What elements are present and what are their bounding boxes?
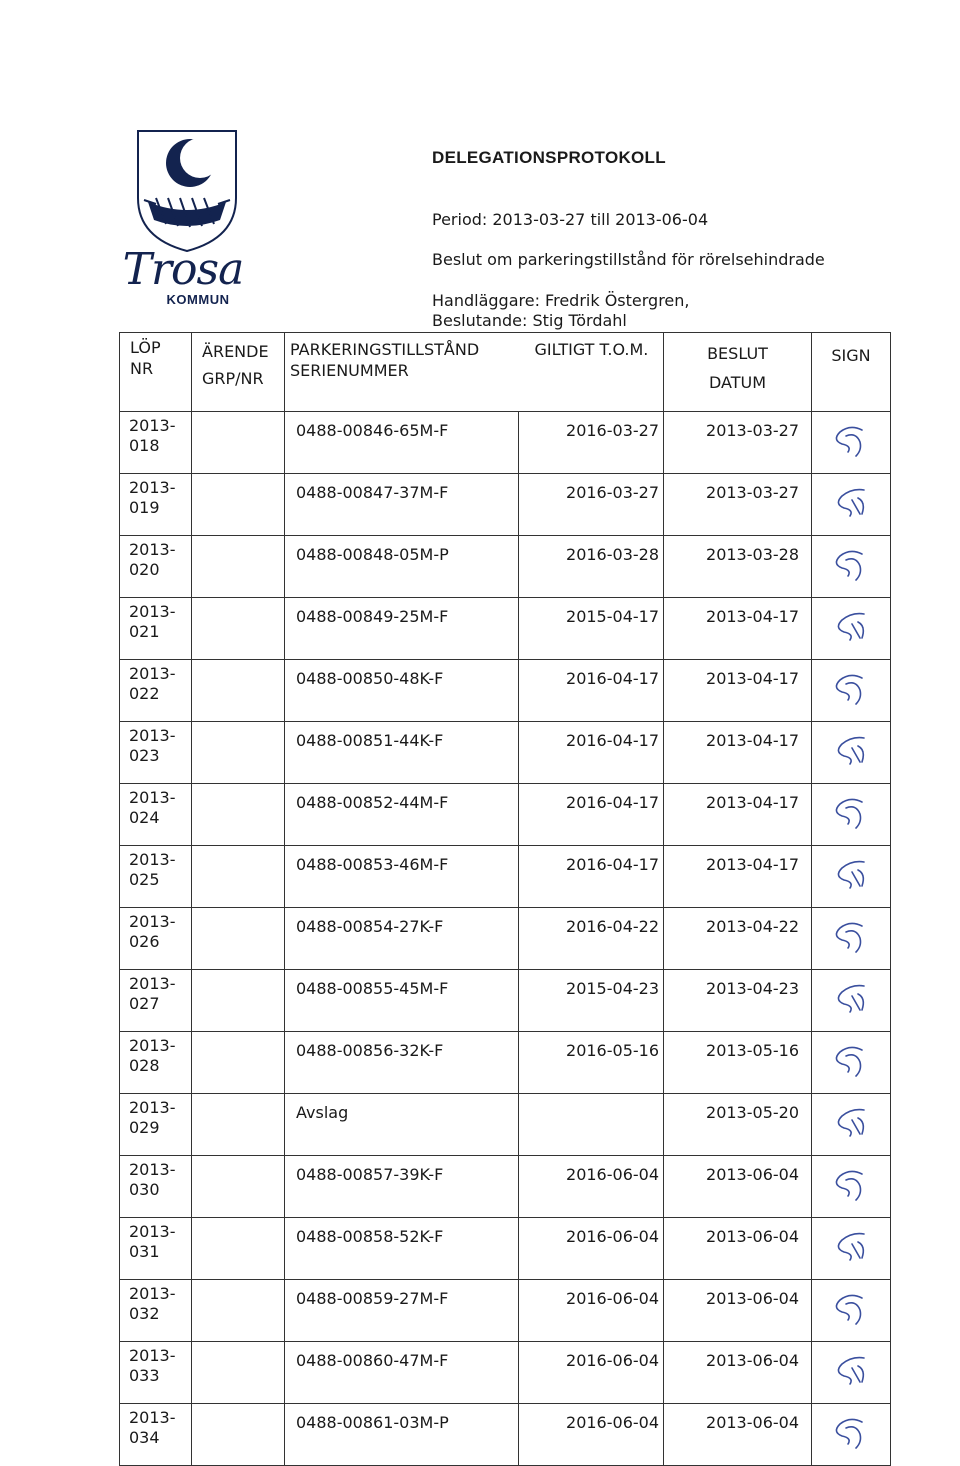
cell-sign <box>812 722 891 784</box>
signature-icon <box>822 608 874 644</box>
cell-sign <box>812 1032 891 1094</box>
decision-text: Beslut om parkeringstillstånd för rörelsehindrade <box>432 250 825 269</box>
cell-decision-date: 2013-06-04 <box>664 1280 812 1342</box>
cell-serial: 0488-00854-27K-F <box>285 908 519 970</box>
crest-icon <box>134 128 240 254</box>
cell-serial: 0488-00847-37M-F <box>285 474 519 536</box>
cell-sign <box>812 660 891 722</box>
period-text: Period: 2013-03-27 till 2013-06-04 <box>432 210 709 229</box>
cell-lop-nr: 2013- 020 <box>120 536 192 598</box>
cell-sign <box>812 598 891 660</box>
cell-arende <box>192 1094 285 1156</box>
cell-valid: 2016-04-17 <box>519 846 664 908</box>
table-row <box>120 536 891 598</box>
header-decision-date: BESLUT DATUM <box>664 333 812 412</box>
signature-icon <box>822 794 874 830</box>
signature-icon <box>822 732 874 768</box>
cell-decision-date: 2013-03-28 <box>664 536 812 598</box>
cell-arende <box>192 412 285 474</box>
cell-sign <box>812 412 891 474</box>
header-sign: SIGN <box>812 333 891 412</box>
header-arende: ÄRENDE GRP/NR <box>192 333 285 412</box>
cell-arende <box>192 1280 285 1342</box>
cell-valid: 2016-05-16 <box>519 1032 664 1094</box>
cell-valid <box>519 1094 664 1156</box>
cell-arende <box>192 722 285 784</box>
table-row <box>120 1280 891 1342</box>
cell-decision-date: 2013-04-22 <box>664 908 812 970</box>
cell-arende <box>192 784 285 846</box>
header-lop: LÖP NR <box>120 333 192 412</box>
cell-decision-date: 2013-03-27 <box>664 412 812 474</box>
cell-decision-date: 2013-06-04 <box>664 1342 812 1404</box>
cell-valid: 2016-03-27 <box>519 474 664 536</box>
cell-lop-nr: 2013- 019 <box>120 474 192 536</box>
cell-sign <box>812 1280 891 1342</box>
table-row <box>120 1156 891 1218</box>
cell-lop-nr: 2013- 031 <box>120 1218 192 1280</box>
cell-serial: 0488-00858-52K-F <box>285 1218 519 1280</box>
cell-serial: 0488-00856-32K-F <box>285 1032 519 1094</box>
cell-valid: 2016-06-04 <box>519 1342 664 1404</box>
cell-serial: 0488-00850-48K-F <box>285 660 519 722</box>
header-serial: PARKERINGSTILLSTÅND SERIENUMMER <box>285 333 519 412</box>
cell-decision-date: 2013-05-16 <box>664 1032 812 1094</box>
cell-sign <box>812 1342 891 1404</box>
table-header-row <box>120 333 891 412</box>
cell-arende <box>192 1218 285 1280</box>
cell-sign <box>812 908 891 970</box>
cell-lop-nr: 2013- 026 <box>120 908 192 970</box>
cell-sign <box>812 1218 891 1280</box>
cell-arende <box>192 846 285 908</box>
table-body <box>120 333 891 1466</box>
handler-text: Handläggare: Fredrik Östergren, <box>432 291 690 310</box>
cell-serial: 0488-00861-03M-P <box>285 1404 519 1466</box>
cell-sign <box>812 784 891 846</box>
table-row <box>120 598 891 660</box>
signature-icon <box>822 918 874 954</box>
cell-sign <box>812 1156 891 1218</box>
cell-arende <box>192 1156 285 1218</box>
cell-lop-nr: 2013- 018 <box>120 412 192 474</box>
cell-arende <box>192 1032 285 1094</box>
cell-decision-date: 2013-04-23 <box>664 970 812 1032</box>
decider-text: Beslutande: Stig Tördahl <box>432 311 627 330</box>
signature-icon <box>822 1166 874 1202</box>
cell-decision-date: 2013-06-04 <box>664 1218 812 1280</box>
cell-valid: 2015-04-17 <box>519 598 664 660</box>
cell-valid: 2016-03-28 <box>519 536 664 598</box>
cell-valid: 2016-06-04 <box>519 1280 664 1342</box>
cell-arende <box>192 660 285 722</box>
cell-valid: 2016-04-22 <box>519 908 664 970</box>
table-row <box>120 784 891 846</box>
cell-lop-nr: 2013- 023 <box>120 722 192 784</box>
signature-icon <box>822 1042 874 1078</box>
document-title: DELEGATIONSPROTOKOLL <box>432 148 666 167</box>
table-row <box>120 908 891 970</box>
cell-arende <box>192 970 285 1032</box>
cell-valid: 2016-06-04 <box>519 1156 664 1218</box>
signature-icon <box>822 856 874 892</box>
table-row <box>120 1342 891 1404</box>
cell-lop-nr: 2013- 028 <box>120 1032 192 1094</box>
signature-icon <box>822 670 874 706</box>
cell-valid: 2016-06-04 <box>519 1218 664 1280</box>
signature-icon <box>822 1290 874 1326</box>
cell-valid: 2016-03-27 <box>519 412 664 474</box>
cell-decision-date: 2013-04-17 <box>664 598 812 660</box>
cell-lop-nr: 2013- 021 <box>120 598 192 660</box>
table-row <box>120 1094 891 1156</box>
signature-icon <box>822 422 874 458</box>
cell-lop-nr: 2013- 027 <box>120 970 192 1032</box>
table-row <box>120 660 891 722</box>
cell-serial: 0488-00852-44M-F <box>285 784 519 846</box>
cell-arende <box>192 474 285 536</box>
cell-valid: 2016-04-17 <box>519 660 664 722</box>
cell-decision-date: 2013-04-17 <box>664 660 812 722</box>
table-row <box>120 846 891 908</box>
cell-sign <box>812 970 891 1032</box>
table-row <box>120 1218 891 1280</box>
cell-arende <box>192 536 285 598</box>
cell-sign <box>812 846 891 908</box>
cell-lop-nr: 2013- 034 <box>120 1404 192 1466</box>
cell-valid: 2016-04-17 <box>519 722 664 784</box>
cell-valid: 2016-06-04 <box>519 1404 664 1466</box>
cell-decision-date: 2013-06-04 <box>664 1156 812 1218</box>
signature-icon <box>822 546 874 582</box>
cell-arende <box>192 1342 285 1404</box>
signature-icon <box>822 1352 874 1388</box>
cell-serial: 0488-00855-45M-F <box>285 970 519 1032</box>
table-row <box>120 722 891 784</box>
cell-serial: 0488-00849-25M-F <box>285 598 519 660</box>
cell-serial: 0488-00860-47M-F <box>285 1342 519 1404</box>
cell-lop-nr: 2013- 029 <box>120 1094 192 1156</box>
cell-decision-date: 2013-06-04 <box>664 1404 812 1466</box>
cell-serial: 0488-00846-65M-F <box>285 412 519 474</box>
logo-name: Trosa <box>122 244 244 295</box>
cell-decision-date: 2013-04-17 <box>664 846 812 908</box>
table-row <box>120 412 891 474</box>
cell-lop-nr: 2013- 030 <box>120 1156 192 1218</box>
header-valid: GILTIGT T.O.M. <box>519 333 664 412</box>
signature-icon <box>822 980 874 1016</box>
logo-subtitle: KOMMUN <box>166 292 230 307</box>
signature-icon <box>822 484 874 520</box>
table-row <box>120 970 891 1032</box>
cell-sign <box>812 1404 891 1466</box>
cell-serial: 0488-00859-27M-F <box>285 1280 519 1342</box>
cell-serial: 0488-00851-44K-F <box>285 722 519 784</box>
municipality-logo <box>118 128 248 307</box>
cell-serial: Avslag <box>285 1094 519 1156</box>
cell-decision-date: 2013-05-20 <box>664 1094 812 1156</box>
cell-valid: 2015-04-23 <box>519 970 664 1032</box>
table-row <box>120 1032 891 1094</box>
cell-decision-date: 2013-04-17 <box>664 784 812 846</box>
table-row <box>120 474 891 536</box>
cell-arende <box>192 1404 285 1466</box>
cell-arende <box>192 598 285 660</box>
cell-lop-nr: 2013- 025 <box>120 846 192 908</box>
cell-sign <box>812 474 891 536</box>
cell-serial: 0488-00848-05M-P <box>285 536 519 598</box>
cell-serial: 0488-00857-39K-F <box>285 1156 519 1218</box>
cell-decision-date: 2013-03-27 <box>664 474 812 536</box>
cell-valid: 2016-04-17 <box>519 784 664 846</box>
table-row <box>120 1404 891 1466</box>
cell-sign <box>812 536 891 598</box>
cell-decision-date: 2013-04-17 <box>664 722 812 784</box>
cell-lop-nr: 2013- 024 <box>120 784 192 846</box>
cell-arende <box>192 908 285 970</box>
cell-lop-nr: 2013- 022 <box>120 660 192 722</box>
cell-sign <box>812 1094 891 1156</box>
delegation-table <box>119 332 891 1466</box>
cell-lop-nr: 2013- 033 <box>120 1342 192 1404</box>
signature-icon <box>822 1414 874 1450</box>
cell-lop-nr: 2013- 032 <box>120 1280 192 1342</box>
cell-serial: 0488-00853-46M-F <box>285 846 519 908</box>
signature-icon <box>822 1104 874 1140</box>
signature-icon <box>822 1228 874 1264</box>
